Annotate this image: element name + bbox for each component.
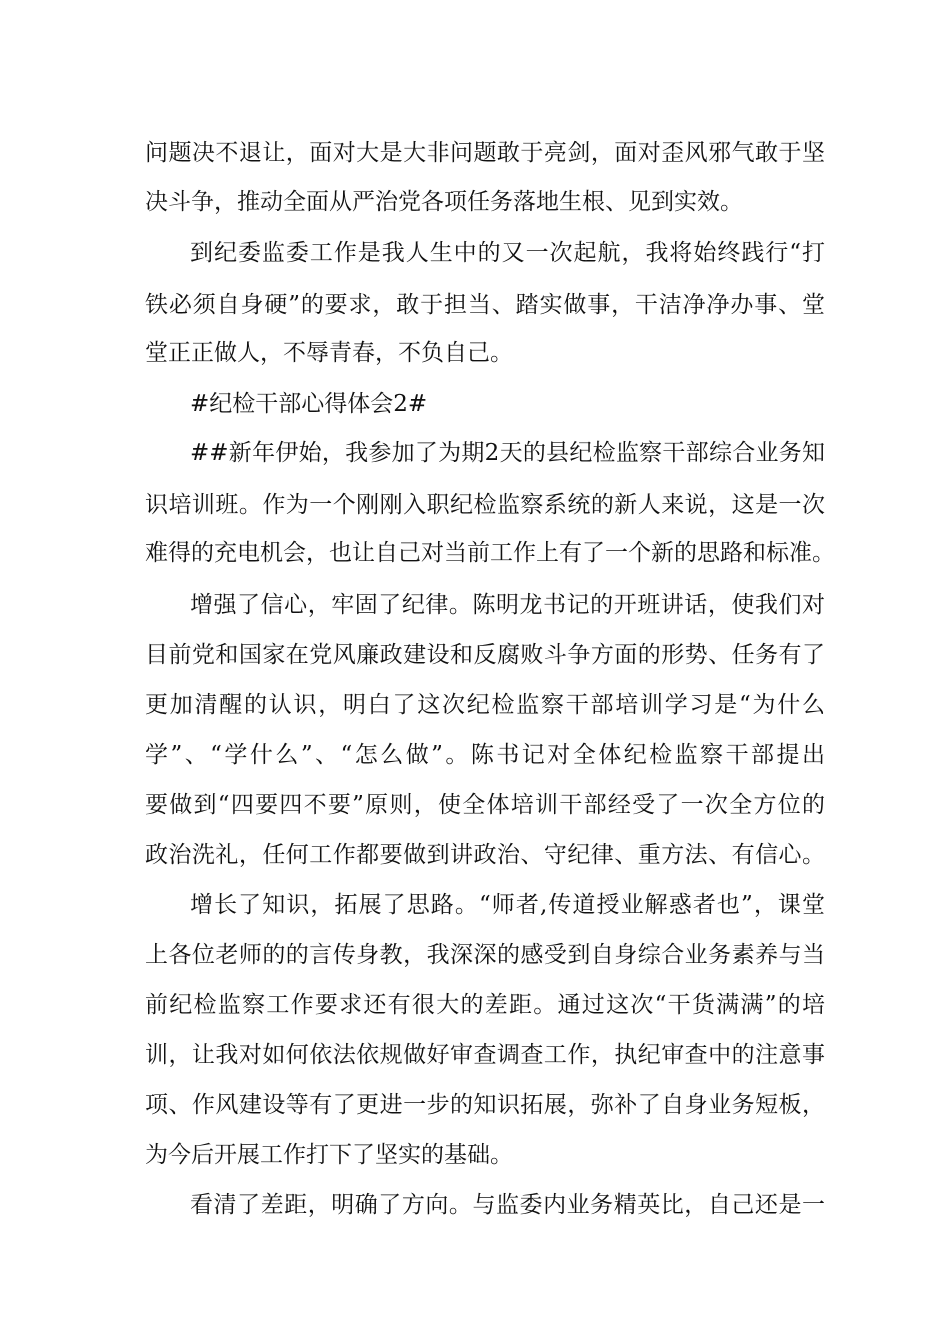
text-line: 识培训班。作为一个刚刚入职纪检监察系统的新人来说，这是一次 [145, 492, 825, 518]
text-line: 看清了差距，明确了方向。与监委内业务精英比，自己还是一 [190, 1192, 825, 1218]
text-line: 增强了信心，牢固了纪律。陈明龙书记的开班讲话，使我们对 [190, 592, 825, 618]
text-line: 更加清醒的认识，明白了这次纪检监察干部培训学习是“为什么 [145, 692, 825, 718]
text-line: 增长了知识，拓展了思路。“师者,传道授业解惑者也”，课堂 [190, 892, 825, 918]
text-line: 铁必须自身硬”的要求，敢于担当、踏实做事，干洁净净办事、堂 [145, 292, 825, 318]
section-heading: #纪检干部心得体会2# [190, 391, 428, 417]
text-line: 问题决不退让，面对大是大非问题敢于亮剑，面对歪风邪气敢于坚 [145, 140, 825, 166]
text-line: 项、作风建设等有了更进一步的知识拓展，弥补了自身业务短板， [145, 1092, 825, 1118]
text-line: 政治洗礼，任何工作都要做到讲政治、守纪律、重方法、有信心。 [145, 842, 825, 868]
text-line: 学”、“学什么”、“怎么做”。陈书记对全体纪检监察干部提出 [145, 742, 825, 768]
text-line: ##新年伊始，我参加了为期2天的县纪检监察干部综合业务知 [190, 440, 825, 466]
text-line: 决斗争，推动全面从严治党各项任务落地生根、见到实效。 [145, 189, 743, 215]
text-line: 到纪委监委工作是我人生中的又一次起航，我将始终践行“打 [190, 240, 825, 266]
text-line: 为今后开展工作打下了坚实的基础。 [145, 1142, 513, 1168]
text-line: 堂正正做人，不辱青春，不负自己。 [145, 340, 513, 366]
text-line: 上各位老师的的言传身教，我深深的感受到自身综合业务素养与当 [145, 942, 825, 968]
text-line: 训，让我对如何依法依规做好审查调查工作，执纪审查中的注意事 [145, 1042, 825, 1068]
text-line: 目前党和国家在党风廉政建设和反腐败斗争方面的形势、任务有了 [145, 642, 825, 668]
text-line: 难得的充电机会，也让自己对当前工作上有了一个新的思路和标准。 [145, 540, 835, 566]
text-line: 要做到“四要四不要”原则，使全体培训干部经受了一次全方位的 [145, 792, 825, 818]
text-line: 前纪检监察工作要求还有很大的差距。通过这次“干货满满”的培 [145, 992, 825, 1018]
